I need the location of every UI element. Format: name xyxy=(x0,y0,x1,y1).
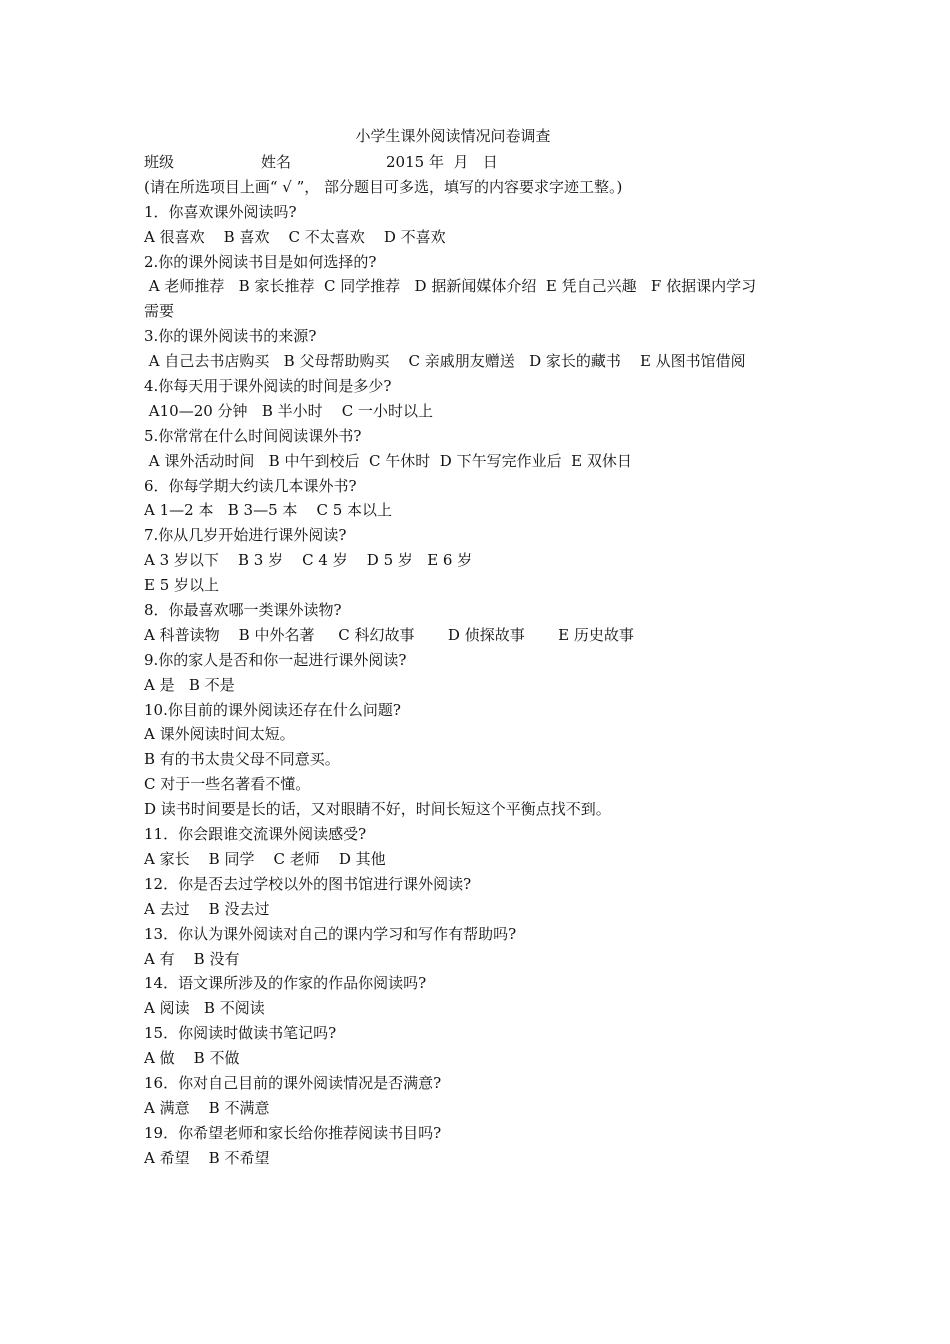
questionnaire-line: A 科普读物 B 中外名著 C 科幻故事 D 侦探故事 E 历史故事 xyxy=(144,625,634,644)
questionnaire-line: A 课外阅读时间太短。 xyxy=(144,725,295,744)
questionnaire-line: A 家长 B 同学 C 老师 D 其他 xyxy=(144,849,386,868)
questionnaire-line: 11．你会跟谁交流课外阅读感受? xyxy=(144,825,367,844)
questionnaire-line: 3.你的课外阅读书的来源? xyxy=(144,327,317,346)
questionnaire-line: 8．你最喜欢哪一类课外读物? xyxy=(144,601,342,620)
class-label: 班级 xyxy=(144,153,175,171)
questionnaire-line: A 希望 B 不希望 xyxy=(144,1148,270,1167)
questionnaire-line: 14．语文课所涉及的作家的作品你阅读吗? xyxy=(144,974,427,993)
questionnaire-line: A 做 B 不做 xyxy=(144,1049,240,1068)
questionnaire-body xyxy=(144,150,824,1171)
questionnaire-line: 需要 xyxy=(144,302,175,321)
questionnaire-line: 13．你认为课外阅读对自己的课内学习和写作有帮助吗? xyxy=(144,924,517,943)
questionnaire-line: C 对于一些名著看不懂。 xyxy=(144,775,311,794)
questionnaire-line: A 是 B 不是 xyxy=(144,675,235,694)
questionnaire-line: A 课外活动时间 B 中午到校后 C 午休时 D 下午写完作业后 E 双休日 xyxy=(144,451,632,470)
questionnaire-line: 2.你的课外阅读书目是如何选择的? xyxy=(144,252,377,271)
questionnaire-line: 12．你是否去过学校以外的图书馆进行课外阅读? xyxy=(144,874,472,893)
questionnaire-line: D 读书时间要是长的话，又对眼睛不好，时间长短这个平衡点找不到。 xyxy=(144,800,611,819)
questionnaire-line: A10—20 分钟 B 半小时 C 一小时以上 xyxy=(144,401,433,420)
questionnaire-line: A 老师推荐 B 家长推荐 C 同学推荐 D 据新闻媒体介绍 E 凭自己兴趣 F 依据课内学习 xyxy=(144,277,757,296)
question-list xyxy=(144,200,824,1171)
questionnaire-line: 16．你对自己目前的课外阅读情况是否满意? xyxy=(144,1073,442,1092)
questionnaire-line: 9.你的家人是否和你一起进行课外阅读? xyxy=(144,650,407,669)
questionnaire-line: 4.你每天用于课外阅读的时间是多少? xyxy=(144,377,392,396)
questionnaire-line: A 1—2 本 B 3—5 本 C 5 本以上 xyxy=(144,501,393,520)
date-label: 2015 年 月 日 xyxy=(386,153,498,171)
header-row xyxy=(144,150,824,175)
questionnaire-line: 10.你目前的课外阅读还存在什么问题? xyxy=(144,700,401,719)
questionnaire-line: 7.你从几岁开始进行课外阅读? xyxy=(144,526,347,545)
questionnaire-line: A 有 B 没有 xyxy=(144,949,240,968)
questionnaire-line: E 5 岁以上 xyxy=(144,576,220,595)
questionnaire-line: 1．你喜欢课外阅读吗? xyxy=(144,202,297,221)
questionnaire-line: A 去过 B 没去过 xyxy=(144,899,270,918)
questionnaire-line: B 有的书太贵父母不同意买。 xyxy=(144,750,340,769)
questionnaire-line: A 很喜欢 B 喜欢 C 不太喜欢 D 不喜欢 xyxy=(144,227,446,246)
instructions: (请在所选项目上画“ √ ”， 部分题目可多选，填写的内容要求字迹工整。) xyxy=(144,177,623,196)
questionnaire-line: A 阅读 B 不阅读 xyxy=(144,999,265,1018)
questionnaire-line: 6．你每学期大约读几本课外书? xyxy=(144,476,357,495)
document-title: 小学生课外阅读情况问卷调查 xyxy=(355,127,551,145)
questionnaire-line: 15．你阅读时做读书笔记吗? xyxy=(144,1024,337,1043)
questionnaire-line: 19．你希望老师和家长给你推荐阅读书目吗? xyxy=(144,1123,442,1142)
questionnaire-line: 5.你常常在什么时间阅读课外书? xyxy=(144,426,362,445)
questionnaire-line: A 自己去书店购买 B 父母帮助购买 C 亲戚朋友赠送 D 家长的藏书 E 从图书馆借阅 xyxy=(144,352,746,371)
questionnaire-line: A 3 岁以下 B 3 岁 C 4 岁 D 5 岁 E 6 岁 xyxy=(144,551,473,570)
name-label: 姓名 xyxy=(261,153,292,171)
questionnaire-line: A 满意 B 不满意 xyxy=(144,1098,270,1117)
